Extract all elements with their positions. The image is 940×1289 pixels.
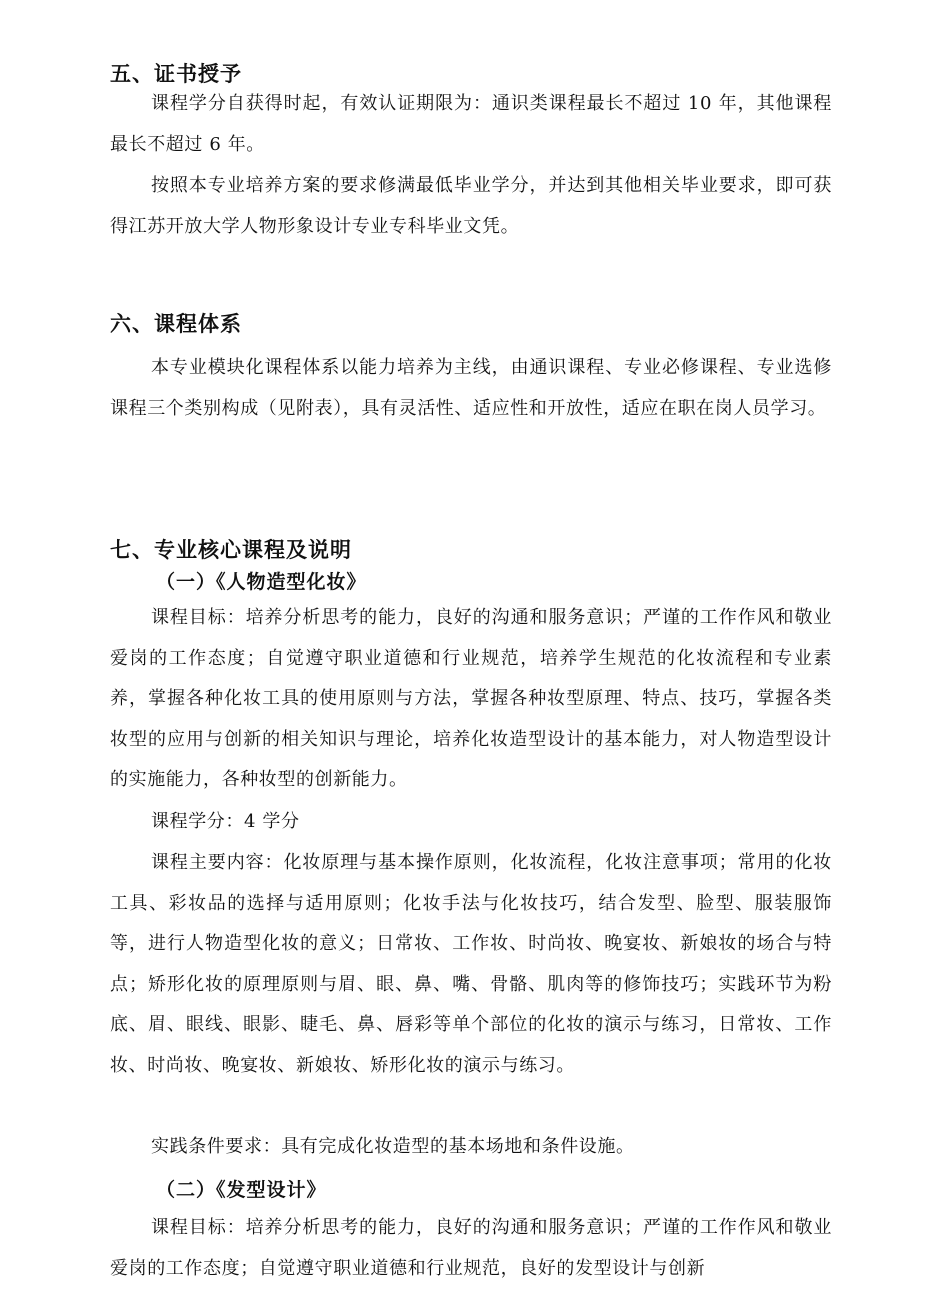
course-1-credits: 课程学分：4 学分	[151, 811, 300, 832]
course-1-title: （一）《人物造型化妆》	[156, 571, 367, 593]
course-1-goal: 课程目标：培养分析思考的能力，良好的沟通和服务意识；严谨的工作作风和敬业爱岗的工作态度；自觉遵守职业道德和行业规范，培养学生规范的化妆流程和专业素养，掌握各种化妆工具的使用原则与方法，掌握各种妆型原理、特点、技巧，掌握各类妆型的应用与创新的相关知识与理论，培养化妆造型设计的基本能力，对人物造型设计的实施能力，各种妆型的创新能力。	[110, 607, 832, 790]
section-6-paragraph-1: 本专业模块化课程体系以能力培养为主线，由通识课程、专业必修课程、专业选修课程三个类别构成（见附表），具有灵活性、适应性和开放性，适应在职在岗人员学习。	[110, 357, 832, 419]
section-5-paragraph-2: 按照本专业培养方案的要求修满最低毕业学分，并达到其他相关毕业要求，即可获得江苏开放大学人物形象设计专业专科毕业文凭。	[110, 175, 832, 237]
course-1-practice: 实践条件要求：具有完成化妆造型的基本场地和条件设施。	[151, 1136, 635, 1157]
section-5-heading: 五、证书授予	[110, 61, 242, 86]
course-2-goal: 课程目标：培养分析思考的能力，良好的沟通和服务意识；严谨的工作作风和敬业爱岗的工作态度；自觉遵守职业道德和行业规范，良好的发型设计与创新	[110, 1217, 832, 1279]
course-1-content: 课程主要内容：化妆原理与基本操作原则，化妆流程，化妆注意事项；常用的化妆工具、彩妆品的选择与适用原则；化妆手法与化妆技巧，结合发型、脸型、服装服饰等，进行人物造型化妆的意义；日常妆、工作妆、时尚妆、晚宴妆、新娘妆的场合与特点；矫形化妆的原理原则与眉、眼、鼻、嘴、骨骼、肌肉等的修饰技巧；实践环节为粉底、眉、眼线、眼影、睫毛、鼻、唇彩等单个部位的化妆的演示与练习，日常妆、工作妆、时尚妆、晚宴妆、新娘妆、矫形化妆的演示与练习。	[110, 852, 832, 1076]
section-5-paragraph-1: 课程学分自获得时起，有效认证期限为：通识类课程最长不超过 10 年，其他课程最长不超过 6 年。	[110, 93, 832, 155]
section-6-heading: 六、课程体系	[110, 311, 242, 336]
course-2-title: （二）《发型设计》	[156, 1179, 327, 1201]
section-7-heading: 七、专业核心课程及说明	[110, 537, 352, 562]
